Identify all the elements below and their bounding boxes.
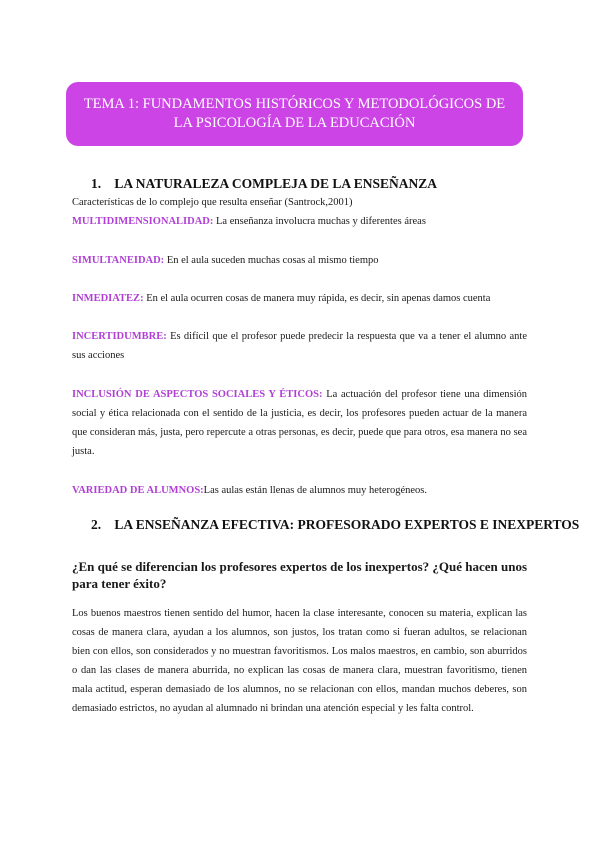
section-1-number: 1. (91, 176, 102, 191)
item-text: Las aulas están llenas de alumnos muy heterogéneos. (203, 485, 428, 496)
section-2-paragraph: Los buenos maestros tienen sentido del humor, hacen la clase interesante, conocen su materia, explican las cosas de manera clara, ayudan a los alumnos, son justos, los tratan como si fueran adultos, se relacionan bien con ellos, son considerados y no muestran favoritismos. Los malos maestros, en cambio, son aburridos o dan las clases de manera aburrida, no explican las cosas de manera clara, muestran favoritismo, tienen mala actitud, esperan demasiado de los alumnos, no se relacionan con ellos, mandan muchos deberes, son demasiado estrictos, no ayudan al alumnado ni brindan una atención especial y les falta control. (72, 608, 527, 714)
item-term: INMEDIATEZ: (72, 293, 144, 304)
item-simultaneidad (72, 251, 527, 270)
item-text: En el aula suceden muchas cosas al mismo tiempo (164, 255, 379, 266)
item-term: VARIEDAD DE ALUMNOS: (72, 485, 204, 496)
item-text: Es difícil que el profesor puede predecir la respuesta que va a tener el alumno ante sus acciones (72, 331, 527, 361)
section-2-heading (91, 517, 579, 533)
item-inmediatez (72, 289, 527, 308)
section-1-title: LA NATURALEZA COMPLEJA DE LA ENSEÑANZA (114, 176, 438, 191)
item-text: En el aula ocurren cosas de manera muy rápida, es decir, sin apenas damos cuenta (143, 293, 491, 304)
section-2-number: 2. (91, 517, 102, 532)
section-2-question: ¿En qué se diferencian los profesores expertos de los inexpertos? ¿Qué hacen unos para tener éxito? (72, 559, 528, 591)
item-term: MULTIDIMENSIONALIDAD: (72, 216, 214, 227)
item-text: La enseñanza involucra muchas y diferentes áreas (213, 216, 426, 227)
item-term: INCERTIDUMBRE: (72, 331, 167, 342)
title-line-1: TEMA 1: FUNDAMENTOS HISTÓRICOS Y METODOLÓGICOS DE (83, 96, 506, 112)
item-incertidumbre (72, 327, 527, 365)
item-term: INCLUSIÓN DE ASPECTOS SOCIALES Y ÉTICOS: (72, 389, 323, 400)
title-line-2: LA PSICOLOGÍA DE LA EDUCACIÓN (173, 115, 416, 131)
section-1-heading (91, 176, 437, 192)
item-multidimensionalidad (72, 212, 527, 231)
item-term: SIMULTANEIDAD: (72, 255, 165, 266)
item-text: La actuación del profesor tiene una dimensión social y ética relacionada con el sentido de la justicia, es decir, los profesores pueden actuar de la manera que consideran más, justa, pero repercute a otras personas, es decir, puede que para otros, esa manera no sea justa. (72, 389, 527, 457)
item-variedad-alumnos (72, 481, 527, 500)
item-inclusion-aspectos (72, 385, 527, 461)
section-1-intro: Características de lo complejo que resulta enseñar (Santrock,2001) (72, 197, 353, 208)
section-2-title: LA ENSEÑANZA EFECTIVA: PROFESORADO EXPERTOS E INEXPERTOS (114, 517, 580, 532)
document-title-box (66, 82, 523, 146)
